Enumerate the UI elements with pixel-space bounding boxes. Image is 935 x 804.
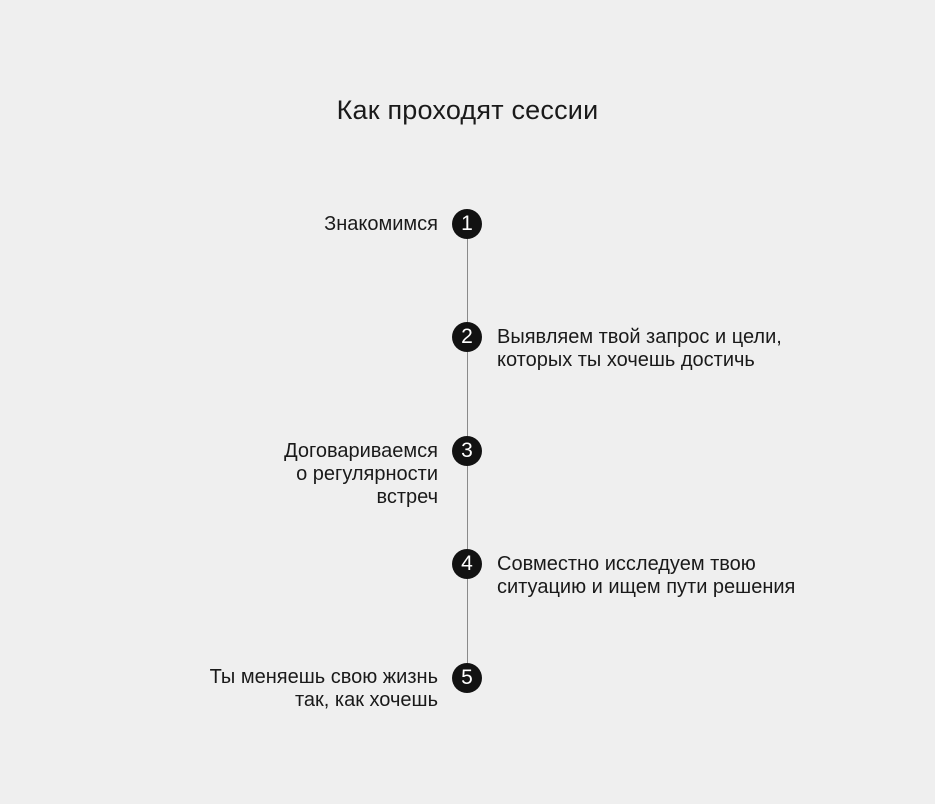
step-4-number: 4 <box>452 549 482 579</box>
page-title: Как проходят сессии <box>336 95 599 125</box>
step-4-text: Совместно исследуем твою ситуацию и ищем пути решения <box>497 553 796 598</box>
step-1-text: Знакомимся <box>324 213 438 235</box>
step-5-number: 5 <box>452 663 482 693</box>
step-5-text: Ты меняешь свою жизнь так, как хочешь <box>209 666 438 711</box>
step-3-number: 3 <box>452 436 482 466</box>
step-1-number: 1 <box>452 209 482 239</box>
step-3-text: Договариваемся о регулярности встреч <box>284 440 438 508</box>
step-2-number: 2 <box>452 322 482 352</box>
step-2-text: Выявляем твой запрос и цели, которых ты хочешь достичь <box>497 326 782 371</box>
